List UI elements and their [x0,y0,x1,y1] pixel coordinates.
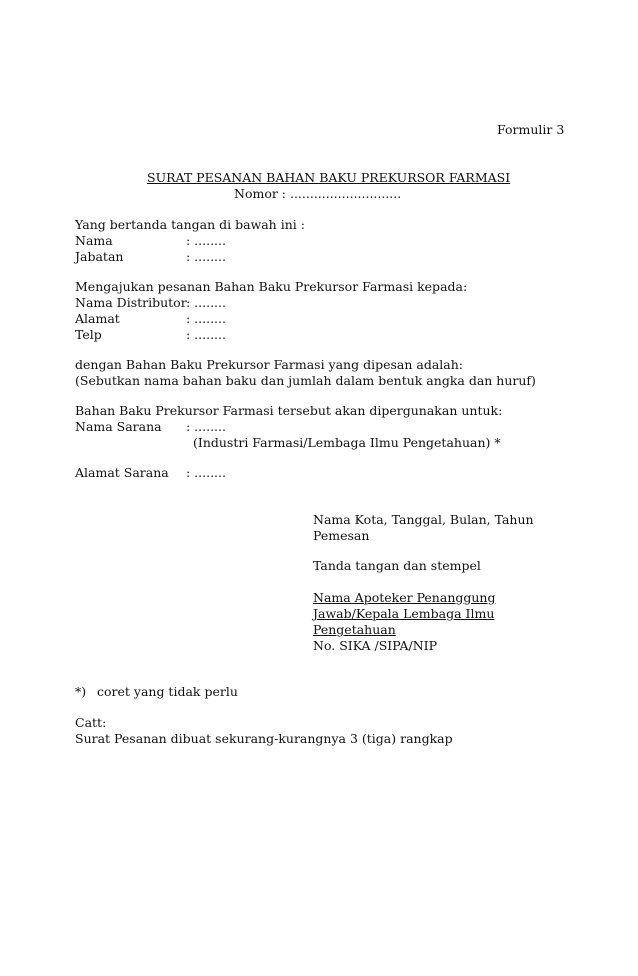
field-value-nama: : ........ [186,233,226,248]
items-intro-text: dengan Bahan Baku Prekursor Farmasi yang dipesan adalah: [75,357,463,372]
footnote-text: coret yang tidak perlu [97,684,238,699]
form-label: Formulir 3 [497,122,565,137]
signature-name-line3: Pengetahuan [313,622,396,637]
field-label-nama: Nama [75,233,113,248]
field-value-jabatan: : ........ [186,249,226,264]
field-value-distributor: : ........ [186,295,226,310]
intro-text: Yang bertanda tangan di bawah ini : [75,217,305,232]
field-value-nama-sarana: : ........ [186,419,226,434]
signature-license: No. SIKA /SIPA/NIP [313,638,438,653]
field-value-alamat: : ........ [186,311,226,326]
field-label-distributor: Nama Distributor [75,295,187,310]
signature-sign-stamp: Tanda tangan dan stempel [313,558,481,573]
items-note-text: (Sebutkan nama bahan baku dan jumlah dalam bentuk angka dan huruf) [75,373,536,388]
order-number: Nomor : ............................ [234,186,402,201]
order-intro-text: Mengajukan pesanan Bahan Baku Prekursor Farmasi kepada: [75,279,468,294]
field-label-jabatan: Jabatan [75,249,124,264]
field-value-telp: : ........ [186,327,226,342]
signature-name-line1: Nama Apoteker Penanggung [313,590,496,605]
footnote-mark: *) [75,684,87,699]
field-label-nama-sarana: Nama Sarana [75,419,162,434]
field-label-alamat-sarana: Alamat Sarana [75,465,169,480]
signature-name-line2: Jawab/Kepala Lembaga Ilmu [313,606,495,621]
usage-intro-text: Bahan Baku Prekursor Farmasi tersebut akan dipergunakan untuk: [75,403,503,418]
field-value-alamat-sarana: : ........ [186,465,226,480]
signature-role: Pemesan [313,528,370,543]
field-label-alamat: Alamat [75,311,120,326]
catt-text: Surat Pesanan dibuat sekurang-kurangnya 3 (tiga) rangkap [75,731,453,746]
document-title: SURAT PESANAN BAHAN BAKU PREKURSOR FARMASI [147,170,511,185]
signature-place-date: Nama Kota, Tanggal, Bulan, Tahun [313,512,534,527]
field-label-telp: Telp [75,327,102,342]
sarana-note-text: (Industri Farmasi/Lembaga Ilmu Pengetahuan) * [193,435,501,450]
catt-label: Catt: [75,715,107,730]
